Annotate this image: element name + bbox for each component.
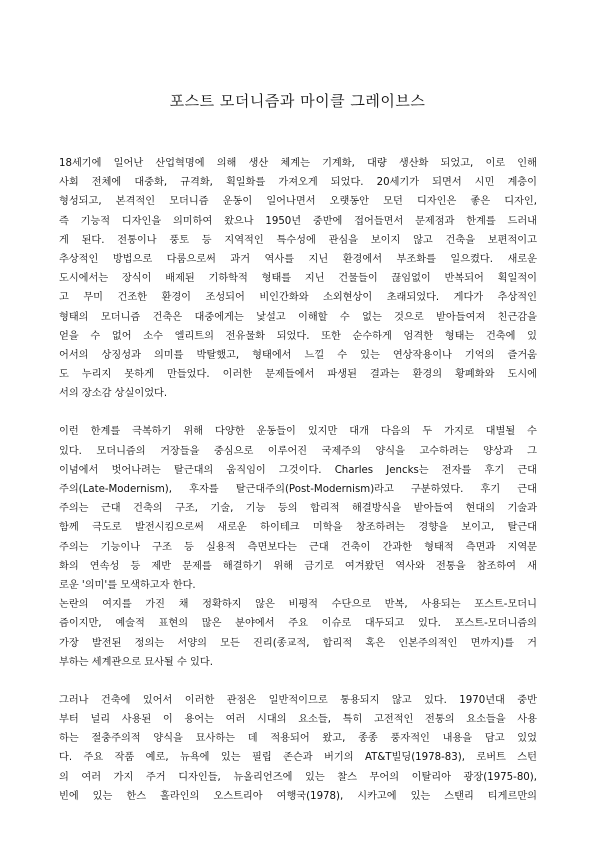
text-line: 어서의 상징성과 의미를 박탈했고, 형태에서 느낄 수 있는 연상작용이나 기억의 즐거움 [59,349,537,361]
document-body [59,154,537,806]
text-line: 부하는 세계관으로 묘사될 수 있다. [59,656,213,668]
text-line: 도 누리지 못하게 만들었다. 이러한 문제들에서 파생된 결과는 환경의 황폐화와 도시에 [59,369,537,381]
paragraph-2 [59,422,537,671]
text-line: 주의는 기능이나 구조 등 실용적 측면보다는 근대 건축이 간과한 형태적 측면과 지역문 [59,541,537,553]
text-line: 18세기에 일어난 산업혁명에 의해 생산 체계는 기계화, 대량 생산화 되었고, 이로 인해 [59,158,537,169]
text-line: 로운 '의미'를 모색하고자 한다. [59,579,196,591]
text-line: 즉 기능적 디자인을 의미하여 왔으나 1950년 중반에 접어들면서 문제점과 한계를 드러내 [59,215,537,227]
text-line: 다. 주요 작품 예로, 뉴욕에 있는 필립 존슨과 버기의 AT&T빌딩(1978-83), 로버트 스턴 [59,752,537,764]
text-line: 부터 널리 사용된 이 용어는 여러 시대의 요소들, 특히 고전적인 전통의 요소들을 사용 [59,714,537,726]
text-line: 서의 장소감 상실이었다. [59,388,168,400]
text-line: 고 무미 건조한 환경이 조성되어 비인간화와 소외현상이 초래되었다. 게다가 추상적인 [59,292,537,304]
text-line: 가장 발전된 정의는 서양의 모든 진리(종교적, 합리적 혹은 인본주의적인 면까지)를 거 [59,637,537,649]
paragraph-3 [59,691,537,806]
text-line: 추상적인 방법으로 다룸으로써 과거 역사를 지닌 환경에서 부조화를 일으켰다. 새로운 [59,253,537,265]
text-line: 즘이지만, 예술적 표현의 많은 분야에서 주요 이슈로 대두되고 있다. 포스트-모더니즘의 [59,618,537,630]
paragraph-1 [59,154,537,403]
text-line: 형성되고, 본격적인 모더니즘 운동이 일어나면서 오랫동안 모던 디자인은 좋은 디자인, [59,196,537,208]
text-line: 그러나 건축에 있어서 이러한 관점은 일반적이므로 통용되지 않고 있다. 1970년대 중반 [59,694,537,706]
text-line: 형태의 모더니즘 건축은 대중에게는 낯설고 이해할 수 없는 것으로 받아들여져 친근감을 [59,311,537,323]
document-title: 포스트 모더니즘과 마이클 그레이브스 [169,92,426,110]
text-line: 함께 극도로 발전시킴으로써 새로운 하이테크 미학을 창조하려는 경향을 보이고, 탈근대 [59,522,537,534]
text-line: 게 된다. 전통이나 풍토 등 지역적인 특수성에 관심을 보이지 않고 건축을 보편적이고 [59,234,537,246]
text-line: 의 여러 가지 주거 디자인들, 뉴올리언즈에 있는 찰스 무어의 이탈리아 광장(1975-80), [59,771,537,783]
text-line: 빈에 있는 한스 홀라인의 오스트리아 여행국(1978), 시카고에 있는 스탠리 티게르만의 [59,790,537,802]
text-line: 이념에서 벗어나려는 탈근대의 움직임이 그것이다. Charles Jencks는 전자를 후기 근대 [59,464,537,476]
text-line: 논란의 여지를 가진 채 정확하지 않은 비평적 수단으로 반복, 사용되는 포스트-모더니 [59,599,537,611]
text-line: 있다. 모더니즘의 거장들을 중심으로 이루어진 국제주의 양식을 고수하려는 양상과 그 [59,445,537,457]
text-line: 주의는 근대 건축의 구조, 기술, 기능 등의 합리적 해결방식을 받아들여 현대의 기술과 [59,503,537,515]
text-line: 도시에서는 장식이 배제된 기하학적 형태를 지닌 건물들이 끊임없이 반복되어 획일적이 [59,273,537,285]
text-line: 화의 연속성 등 제반 문제를 해결하기 위해 금기로 여겨왔던 역사와 전통을 참조하여 새 [59,560,537,572]
text-line: 주의(Late-Modernism), 후자를 탈근대주의(Post-Modernism)라고 구분하였다. 후기 근대 [59,484,537,495]
text-line: 사회 전체에 대중화, 규격화, 획일화를 가져오게 되었다. 20세기가 되면서 시민 계층이 [59,177,537,189]
text-line: 얻을 수 없어 소수 엘리트의 전유물화 되었다. 또한 순수하게 엄격한 형태는 건축에 있 [59,330,537,342]
text-line: 하는 절충주의적 양식을 묘사하는 데 적용되어 왔고, 종종 풍자적인 내용을 담고 있었 [59,733,537,745]
text-line: 이런 한계를 극복하기 위해 다양한 운동들이 있지만 대개 다음의 두 가지로 대별될 수 [59,426,537,438]
